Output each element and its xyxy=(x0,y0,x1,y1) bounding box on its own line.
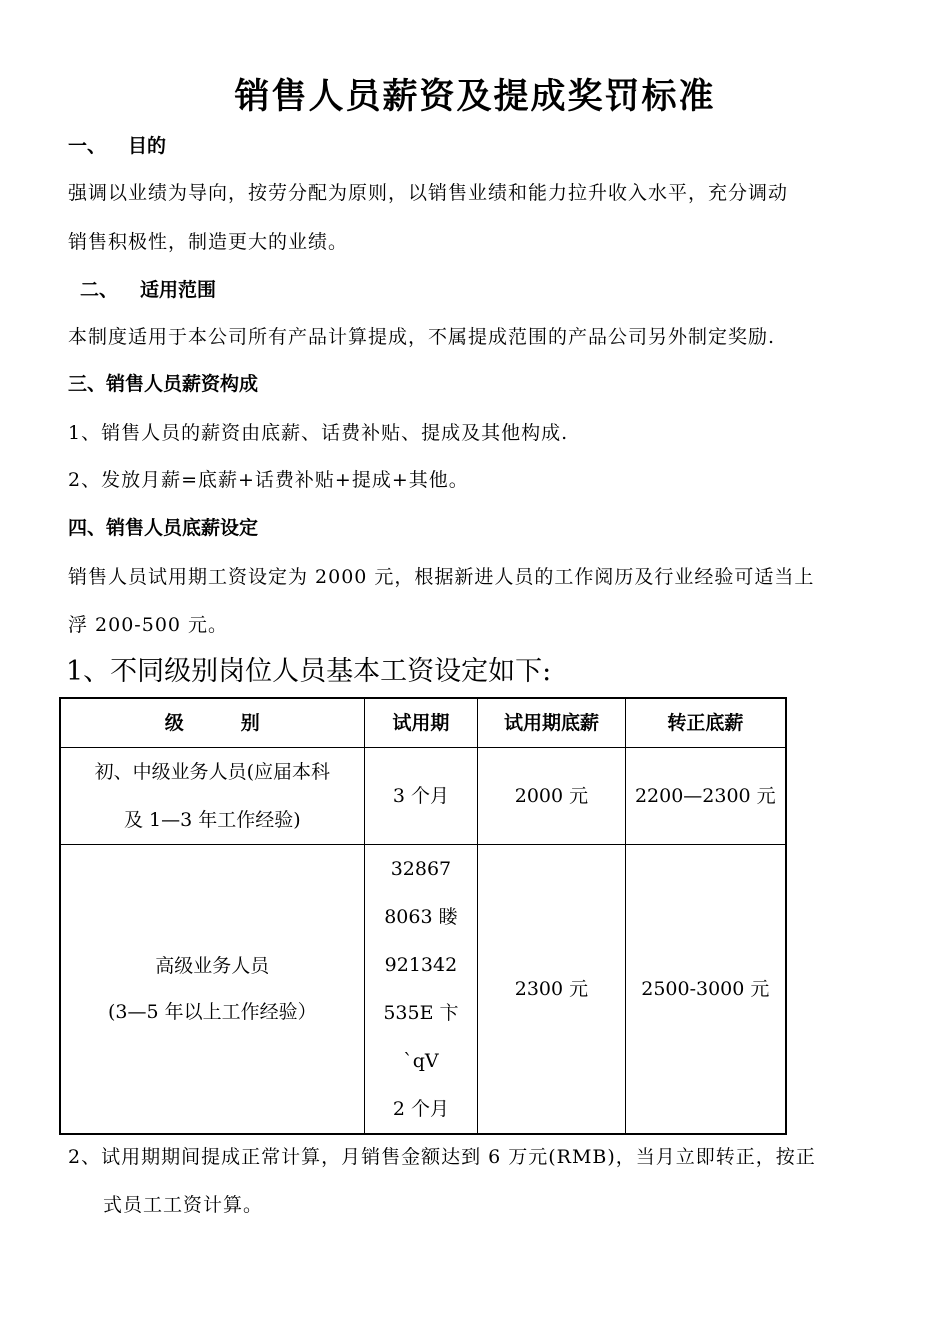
section-1-line-1: 强调以业绩为导向，按劳分配为原则，以销售业绩和能力拉升收入水平，充分调动 xyxy=(68,182,789,204)
cell-regular-salary: 2200—2300 元 xyxy=(625,748,786,845)
section-4-note-line-1: 2、试用期期间提成正常计算，月销售金额达到 6 万元(RMB)，当月立即转正，按正 xyxy=(68,1146,816,1168)
header-regular-salary: 转正底薪 xyxy=(625,698,786,748)
section-2-line-1: 本制度适用于本公司所有产品计算提成，不属提成范围的产品公司另外制定奖励. xyxy=(68,326,776,348)
cell-trial-salary: 2000 元 xyxy=(478,748,625,845)
section-3-heading: 三、销售人员薪资构成 xyxy=(68,373,259,395)
section-4-heading: 四、销售人员底薪设定 xyxy=(68,517,259,539)
section-1-number: 一、 xyxy=(68,135,107,157)
header-trial-period: 试用期 xyxy=(364,698,478,748)
cell-period-line: 32867 xyxy=(390,858,452,880)
cell-period-line: 535E 卞 xyxy=(383,1002,459,1024)
section-1-title: 目的 xyxy=(128,135,167,157)
cell-level-line: 及 1—3 年工作经验) xyxy=(123,809,301,831)
cell-trial-period xyxy=(364,845,478,1135)
cell-level-line: (3—5 年以上工作经验） xyxy=(107,1001,317,1023)
cell-period-line: 921342 xyxy=(384,954,458,976)
table-header-row xyxy=(60,698,786,748)
section-1-heading xyxy=(68,131,166,161)
section-3-line-1: 1、销售人员的薪资由底薪、话费补贴、提成及其他构成. xyxy=(68,422,569,444)
cell-period-line: 2 个月 xyxy=(392,1098,449,1120)
cell-level xyxy=(60,748,364,845)
section-2-number: 二、 xyxy=(80,279,119,301)
cell-period-line: 8063 䁖 xyxy=(384,906,458,928)
header-trial-salary: 试用期底薪 xyxy=(478,698,625,748)
cell-period-line: `qV xyxy=(403,1050,439,1072)
cell-level xyxy=(60,845,364,1135)
cell-trial-salary: 2300 元 xyxy=(478,845,625,1135)
section-2-heading xyxy=(80,275,216,305)
cell-level-line: 初、中级业务人员(应届本科 xyxy=(94,761,330,783)
section-4-note-line-2: 式员工工资计算。 xyxy=(103,1194,264,1216)
table-row xyxy=(60,845,786,1135)
section-4-line-1: 销售人员试用期工资设定为 2000 元，根据新进人员的工作阅历及行业经验可适当上 xyxy=(68,566,815,588)
salary-table-caption: 1、不同级别岗位人员基本工资设定如下: xyxy=(66,656,552,687)
section-1-line-2: 销售积极性，制造更大的业绩。 xyxy=(68,231,349,253)
header-level: 级 别 xyxy=(60,698,364,748)
section-3-line-2: 2、发放月薪=底薪+话费补贴+提成+其他。 xyxy=(68,469,469,491)
document-title: 销售人员薪资及提成奖罚标准 xyxy=(234,77,716,117)
section-4-line-2: 浮 200-500 元。 xyxy=(68,614,229,636)
salary-table xyxy=(59,697,787,1135)
cell-trial-period: 3 个月 xyxy=(364,748,478,845)
section-2-title: 适用范围 xyxy=(140,279,217,301)
table-row xyxy=(60,748,786,845)
cell-regular-salary: 2500-3000 元 xyxy=(625,845,786,1135)
cell-level-line: 高级业务人员 xyxy=(155,955,270,977)
